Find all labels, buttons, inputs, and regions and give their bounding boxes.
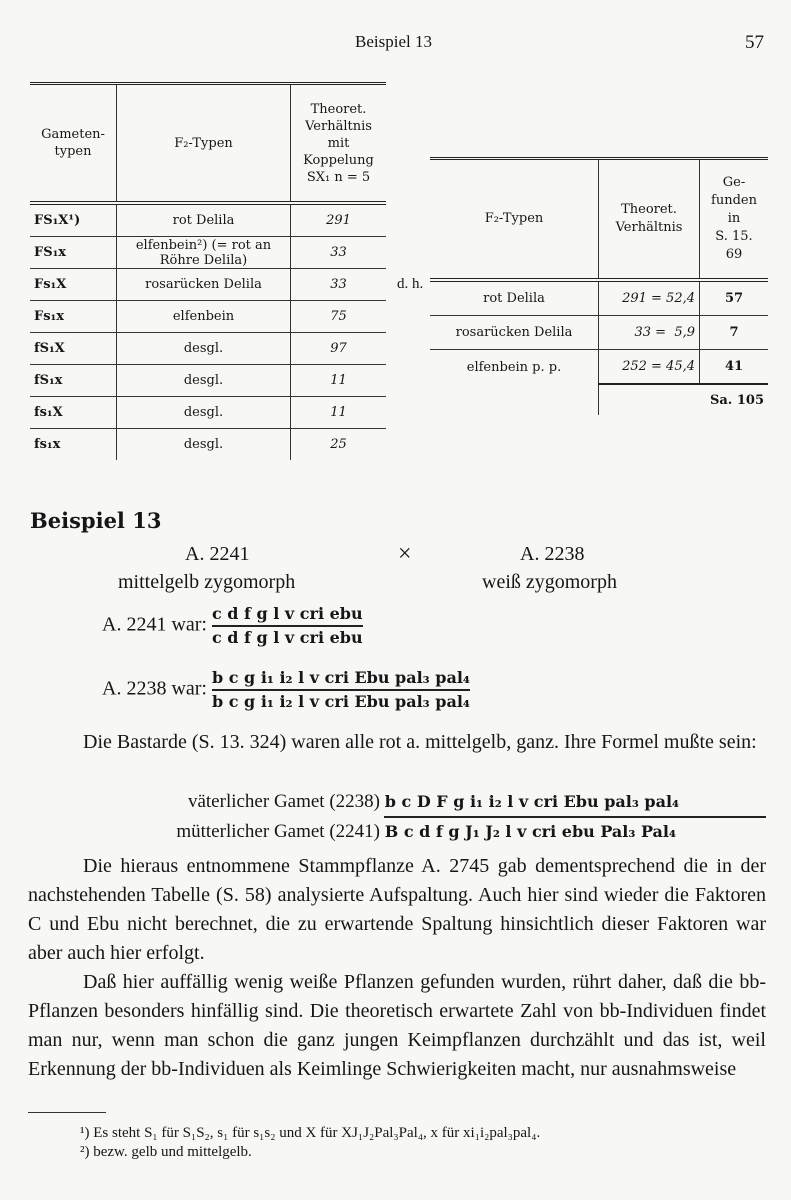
table-row	[430, 280, 768, 316]
cross-symbol: ×	[398, 541, 412, 567]
gamete-type: fs₁X	[30, 397, 117, 429]
gamete-type: FS₁X¹)	[30, 203, 117, 237]
header-gametentypen: Gameten- typen	[30, 84, 117, 204]
table-row	[30, 397, 386, 429]
gamete-types-table	[30, 82, 386, 460]
header-theoret: Theoret. Verhältnis mit Koppelung SX₁ n = 5	[291, 84, 387, 204]
gamete-type: fS₁X	[30, 333, 117, 365]
f2-summary-table	[430, 157, 768, 415]
found-count: 57	[700, 280, 769, 316]
header-gefunden: Ge- funden in S. 15. 69	[700, 159, 769, 281]
sum-value: Sa. 105	[599, 384, 769, 415]
table-row	[430, 316, 768, 350]
theoretical-ratio: 11	[291, 365, 387, 397]
f2-type: rot Delila	[430, 280, 599, 316]
gamete-type: Fs₁X	[30, 269, 117, 301]
f2-type: desgl.	[117, 333, 291, 365]
gamete-label: väterlicher Gamet (2238)	[187, 791, 380, 812]
maternal-gamete	[118, 818, 766, 846]
f2-type: rot Delila	[117, 203, 291, 237]
f2-type: desgl.	[117, 397, 291, 429]
paragraph-bastarde: Die Bastarde (S. 13. 324) waren alle rot a. mittelgelb, ganz. Ihre Formel mußte sein:	[83, 731, 757, 753]
theoretical-ratio: 291 = 52,4	[599, 280, 700, 316]
paragraph-bb-pflanzen: Daß hier auffällig wenig weiße Pflanzen gefunden wurden, rührt daher, daß die bb-Pflanzen besonders hinfällig sind. Die theoretisch erwartete Zahl von bb-Individuen findet man nur, wenn man schon die ganz jungen Keimpflanzen durchzählt und das ist, weil Erkennung der bb-Individuen als Keimlinge Schwierigkeiten macht, nur ausnahmsweise	[28, 971, 766, 1080]
gamete-type: fs₁x	[34, 437, 61, 452]
f2-type: rosarücken Delila	[117, 269, 291, 301]
table-row	[30, 333, 386, 365]
formula-numerator: b c g i₁ i₂ l v cri Ebu pal₃ pal₄	[212, 667, 470, 691]
cross-right-id: A. 2238	[520, 543, 585, 565]
theoretical-ratio: 11	[291, 397, 387, 429]
formula-a2238	[102, 667, 470, 713]
gamete-formula: B c d f g J₁ J₂ l v cri ebu Pal₃ Pal₄	[384, 822, 677, 841]
formula-fraction	[212, 667, 470, 713]
formula-fraction	[212, 603, 363, 649]
theoretical-ratio: 291	[291, 203, 387, 237]
gamete-type: Fs₁x	[30, 301, 117, 333]
sum-row	[430, 384, 768, 415]
theoretical-ratio: 97	[291, 333, 387, 365]
found-count: 41	[700, 350, 769, 385]
header-f2-typen: F₂-Typen	[117, 84, 291, 204]
footnote-2: ²) bezw. gelb und mittelgelb.	[80, 1144, 252, 1160]
f2-type: rosarücken Delila	[430, 316, 599, 350]
theoretical-ratio: 25	[291, 429, 387, 461]
formula-label: A. 2241 war:	[102, 613, 207, 636]
f2-type: elfenbein p. p.	[466, 359, 562, 375]
theoretical-ratio: 33 = 5,9	[599, 316, 700, 350]
header-theoret: Theoret. Verhältnis	[599, 159, 700, 281]
section-title: Beispiel 13	[30, 508, 162, 533]
footnotes	[80, 1124, 540, 1162]
table-row	[30, 203, 386, 237]
table-row	[430, 350, 768, 385]
theoretical-ratio: 33	[291, 269, 387, 301]
found-count: 7	[700, 316, 769, 350]
gamete-formulas	[118, 788, 766, 846]
f2-type: elfenbein	[117, 301, 291, 333]
header-f2-typen: F₂-Typen	[430, 159, 599, 281]
f2-type: elfenbein²) (= rot an Röhre Delila)	[117, 237, 291, 269]
formula-numerator: c d f g l v cri ebu	[212, 603, 363, 627]
table-row	[30, 365, 386, 397]
formula-denominator: b c g i₁ i₂ l v cri Ebu pal₃ pal₄	[211, 692, 470, 711]
gamete-label: mütterlicher Gamet (2241)	[176, 821, 380, 842]
table-row	[30, 269, 386, 301]
cross-left-id: A. 2241	[185, 543, 250, 565]
footnote-rule	[28, 1112, 106, 1113]
footnote-1: ¹) Es steht S₁ für S₁S₂, s₁ für s₁s₂ und X für XJ₁J₂Pal₃Pal₄, x für xi₁i₂pal₃pal₄.	[80, 1125, 541, 1141]
paragraph-stammpflanze: Die hieraus entnommene Stammpflanze A. 2745 gab dementsprechend die in der nachstehenden Tabelle (S. 58) analysierte Aufspaltung. Auch hier sind wieder die Faktoren C und Ebu nicht berechnet, die zu erwartende Spaltung hinsichtlich dieser Faktoren war aber auch hier erfolgt.	[28, 855, 766, 964]
formula-denominator: c d f g l v cri ebu	[211, 628, 363, 647]
dh-label: d. h.	[397, 276, 424, 292]
table-row	[30, 237, 386, 269]
theoretical-ratio: 252 = 45,4	[599, 350, 700, 385]
theoretical-ratio: 33	[291, 237, 387, 269]
cross-left-desc: mittelgelb zygomorph	[118, 571, 296, 593]
table-header-row	[30, 84, 386, 204]
gamete-type: fS₁x	[30, 365, 117, 397]
formula-label: A. 2238 war:	[102, 677, 207, 700]
formula-a2241	[102, 603, 363, 649]
gamete-formula: b c D F g i₁ i₂ l v cri Ebu pal₃ pal₄	[384, 792, 680, 811]
table-row	[30, 301, 386, 333]
running-title: Beispiel 13	[355, 32, 432, 51]
theoretical-ratio: 75	[291, 301, 387, 333]
table-header-row	[430, 159, 768, 281]
page-number: 57	[745, 32, 764, 53]
cross-right-desc: weiß zygomorph	[482, 571, 617, 593]
f2-type: desgl.	[117, 429, 291, 461]
f2-type: desgl.	[117, 365, 291, 397]
gamete-type: FS₁x	[30, 237, 117, 269]
table-row	[30, 429, 386, 461]
paternal-gamete	[118, 788, 766, 816]
